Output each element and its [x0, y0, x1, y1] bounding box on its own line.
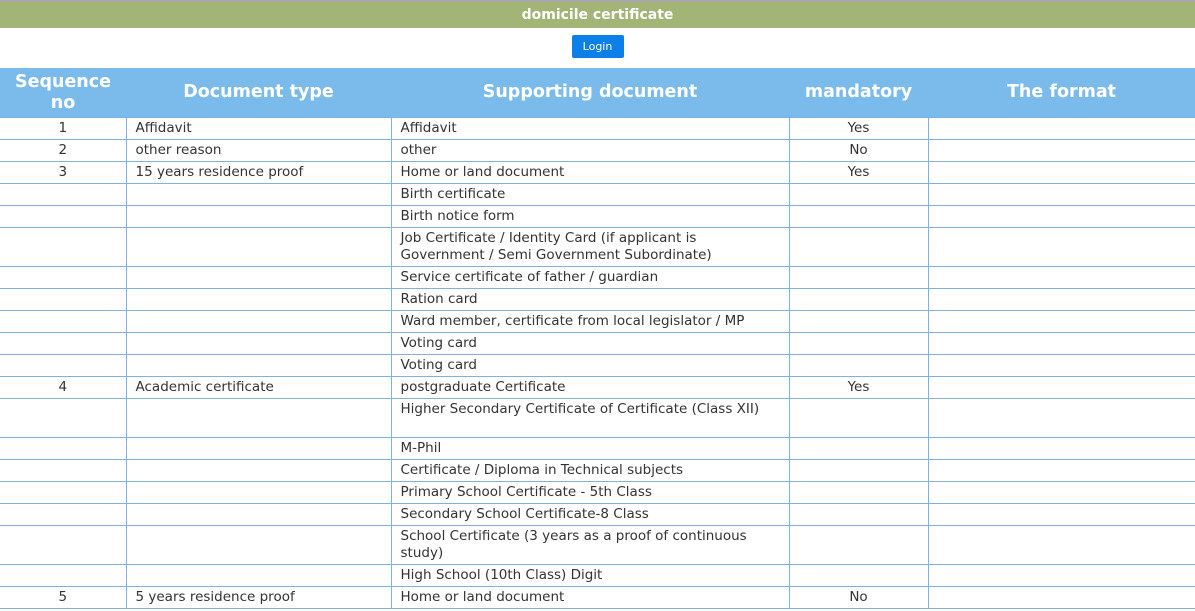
format-cell: [928, 377, 1195, 399]
document-type-cell: [126, 184, 391, 206]
table-row: [0, 587, 1195, 609]
sequence-cell: [0, 565, 126, 587]
document-type-cell: [126, 333, 391, 355]
mandatory-cell: Yes: [789, 377, 928, 399]
header-mandatory: mandatory: [789, 68, 928, 118]
format-cell: [928, 206, 1195, 228]
table-row: [0, 355, 1195, 377]
sequence-cell: 2: [0, 140, 126, 162]
sequence-cell: [0, 184, 126, 206]
sequence-cell: [0, 482, 126, 504]
document-type-cell: Affidavit: [126, 118, 391, 140]
mandatory-cell: [789, 267, 928, 289]
mandatory-cell: [789, 355, 928, 377]
table-row: [0, 333, 1195, 355]
table-row: [0, 482, 1195, 504]
supporting-document-cell: Affidavit: [391, 118, 789, 140]
header-document-type: Document type: [126, 68, 391, 118]
sequence-cell: 1: [0, 118, 126, 140]
table-row: [0, 460, 1195, 482]
mandatory-cell: [789, 206, 928, 228]
supporting-document-cell: High School (10th Class) Digit: [391, 565, 789, 587]
mandatory-cell: Yes: [789, 118, 928, 140]
supporting-document-cell: postgraduate Certificate: [391, 377, 789, 399]
document-type-cell: [126, 228, 391, 267]
sequence-cell: 5: [0, 587, 126, 609]
documents-table: [0, 68, 1195, 609]
header-supporting-document: Supporting document: [391, 68, 789, 118]
mandatory-cell: [789, 333, 928, 355]
format-cell: [928, 399, 1195, 438]
format-cell: [928, 460, 1195, 482]
format-cell: [928, 482, 1195, 504]
document-type-cell: [126, 289, 391, 311]
document-type-cell: 15 years residence proof: [126, 162, 391, 184]
supporting-document-cell: Birth certificate: [391, 184, 789, 206]
table-row: [0, 438, 1195, 460]
supporting-document-cell: Home or land document: [391, 162, 789, 184]
login-button[interactable]: Login: [572, 35, 624, 58]
mandatory-cell: [789, 311, 928, 333]
document-type-cell: Academic certificate: [126, 377, 391, 399]
sequence-cell: [0, 333, 126, 355]
format-cell: [928, 228, 1195, 267]
format-cell: [928, 504, 1195, 526]
document-type-cell: [126, 526, 391, 565]
sequence-cell: [0, 311, 126, 333]
page-title-bar: domicile certificate: [0, 0, 1195, 28]
sequence-cell: [0, 460, 126, 482]
supporting-document-cell: Ration card: [391, 289, 789, 311]
format-cell: [928, 438, 1195, 460]
supporting-document-cell: Certificate / Diploma in Technical subjects: [391, 460, 789, 482]
mandatory-cell: Yes: [789, 162, 928, 184]
sequence-cell: [0, 267, 126, 289]
document-type-cell: [126, 399, 391, 438]
sequence-cell: [0, 438, 126, 460]
format-cell: [928, 333, 1195, 355]
table-row: [0, 289, 1195, 311]
supporting-document-cell: Home or land document: [391, 587, 789, 609]
mandatory-cell: [789, 504, 928, 526]
sequence-cell: [0, 399, 126, 438]
mandatory-cell: No: [789, 140, 928, 162]
table-row: [0, 184, 1195, 206]
table-row: [0, 206, 1195, 228]
format-cell: [928, 565, 1195, 587]
format-cell: [928, 140, 1195, 162]
mandatory-cell: [789, 438, 928, 460]
table-row: [0, 118, 1195, 140]
supporting-document-cell: M-Phil: [391, 438, 789, 460]
supporting-document-cell: Job Certificate / Identity Card (if applicant is Government / Semi Government Subordinate): [391, 228, 789, 267]
format-cell: [928, 162, 1195, 184]
supporting-document-cell: Primary School Certificate - 5th Class: [391, 482, 789, 504]
mandatory-cell: [789, 460, 928, 482]
format-cell: [928, 118, 1195, 140]
supporting-document-cell: Higher Secondary Certificate of Certificate (Class XII): [391, 399, 789, 438]
supporting-document-cell: Voting card: [391, 355, 789, 377]
document-type-cell: [126, 267, 391, 289]
document-type-cell: [126, 206, 391, 228]
document-type-cell: [126, 438, 391, 460]
mandatory-cell: [789, 289, 928, 311]
mandatory-cell: [789, 399, 928, 438]
sequence-cell: 3: [0, 162, 126, 184]
mandatory-cell: No: [789, 587, 928, 609]
mandatory-cell: [789, 526, 928, 565]
table-row: [0, 504, 1195, 526]
table-row: [0, 140, 1195, 162]
document-type-cell: [126, 482, 391, 504]
table-row: [0, 526, 1195, 565]
table-row: [0, 399, 1195, 438]
supporting-document-cell: School Certificate (3 years as a proof of continuous study): [391, 526, 789, 565]
login-container: [0, 35, 1195, 58]
mandatory-cell: [789, 228, 928, 267]
supporting-document-cell: Ward member, certificate from local legislator / MP: [391, 311, 789, 333]
document-type-cell: [126, 311, 391, 333]
table-row: [0, 228, 1195, 267]
format-cell: [928, 267, 1195, 289]
table-row: [0, 311, 1195, 333]
format-cell: [928, 355, 1195, 377]
document-type-cell: [126, 504, 391, 526]
supporting-document-cell: Voting card: [391, 333, 789, 355]
table-row: [0, 377, 1195, 399]
sequence-cell: [0, 504, 126, 526]
header-format: The format: [928, 68, 1195, 118]
document-type-cell: [126, 565, 391, 587]
table-header-row: [0, 68, 1195, 118]
supporting-document-cell: Secondary School Certificate-8 Class: [391, 504, 789, 526]
mandatory-cell: [789, 184, 928, 206]
sequence-cell: [0, 228, 126, 267]
table-row: [0, 565, 1195, 587]
document-type-cell: 5 years residence proof: [126, 587, 391, 609]
supporting-document-cell: other: [391, 140, 789, 162]
format-cell: [928, 587, 1195, 609]
format-cell: [928, 184, 1195, 206]
table-body: [0, 118, 1195, 609]
table-row: [0, 162, 1195, 184]
sequence-cell: [0, 206, 126, 228]
sequence-cell: [0, 526, 126, 565]
sequence-cell: [0, 289, 126, 311]
document-type-cell: other reason: [126, 140, 391, 162]
mandatory-cell: [789, 482, 928, 504]
supporting-document-cell: Service certificate of father / guardian: [391, 267, 789, 289]
header-sequence-no: Sequence no: [0, 68, 126, 118]
format-cell: [928, 526, 1195, 565]
table-row: [0, 267, 1195, 289]
document-type-cell: [126, 355, 391, 377]
format-cell: [928, 311, 1195, 333]
document-type-cell: [126, 460, 391, 482]
format-cell: [928, 289, 1195, 311]
sequence-cell: [0, 355, 126, 377]
mandatory-cell: [789, 565, 928, 587]
sequence-cell: 4: [0, 377, 126, 399]
supporting-document-cell: Birth notice form: [391, 206, 789, 228]
